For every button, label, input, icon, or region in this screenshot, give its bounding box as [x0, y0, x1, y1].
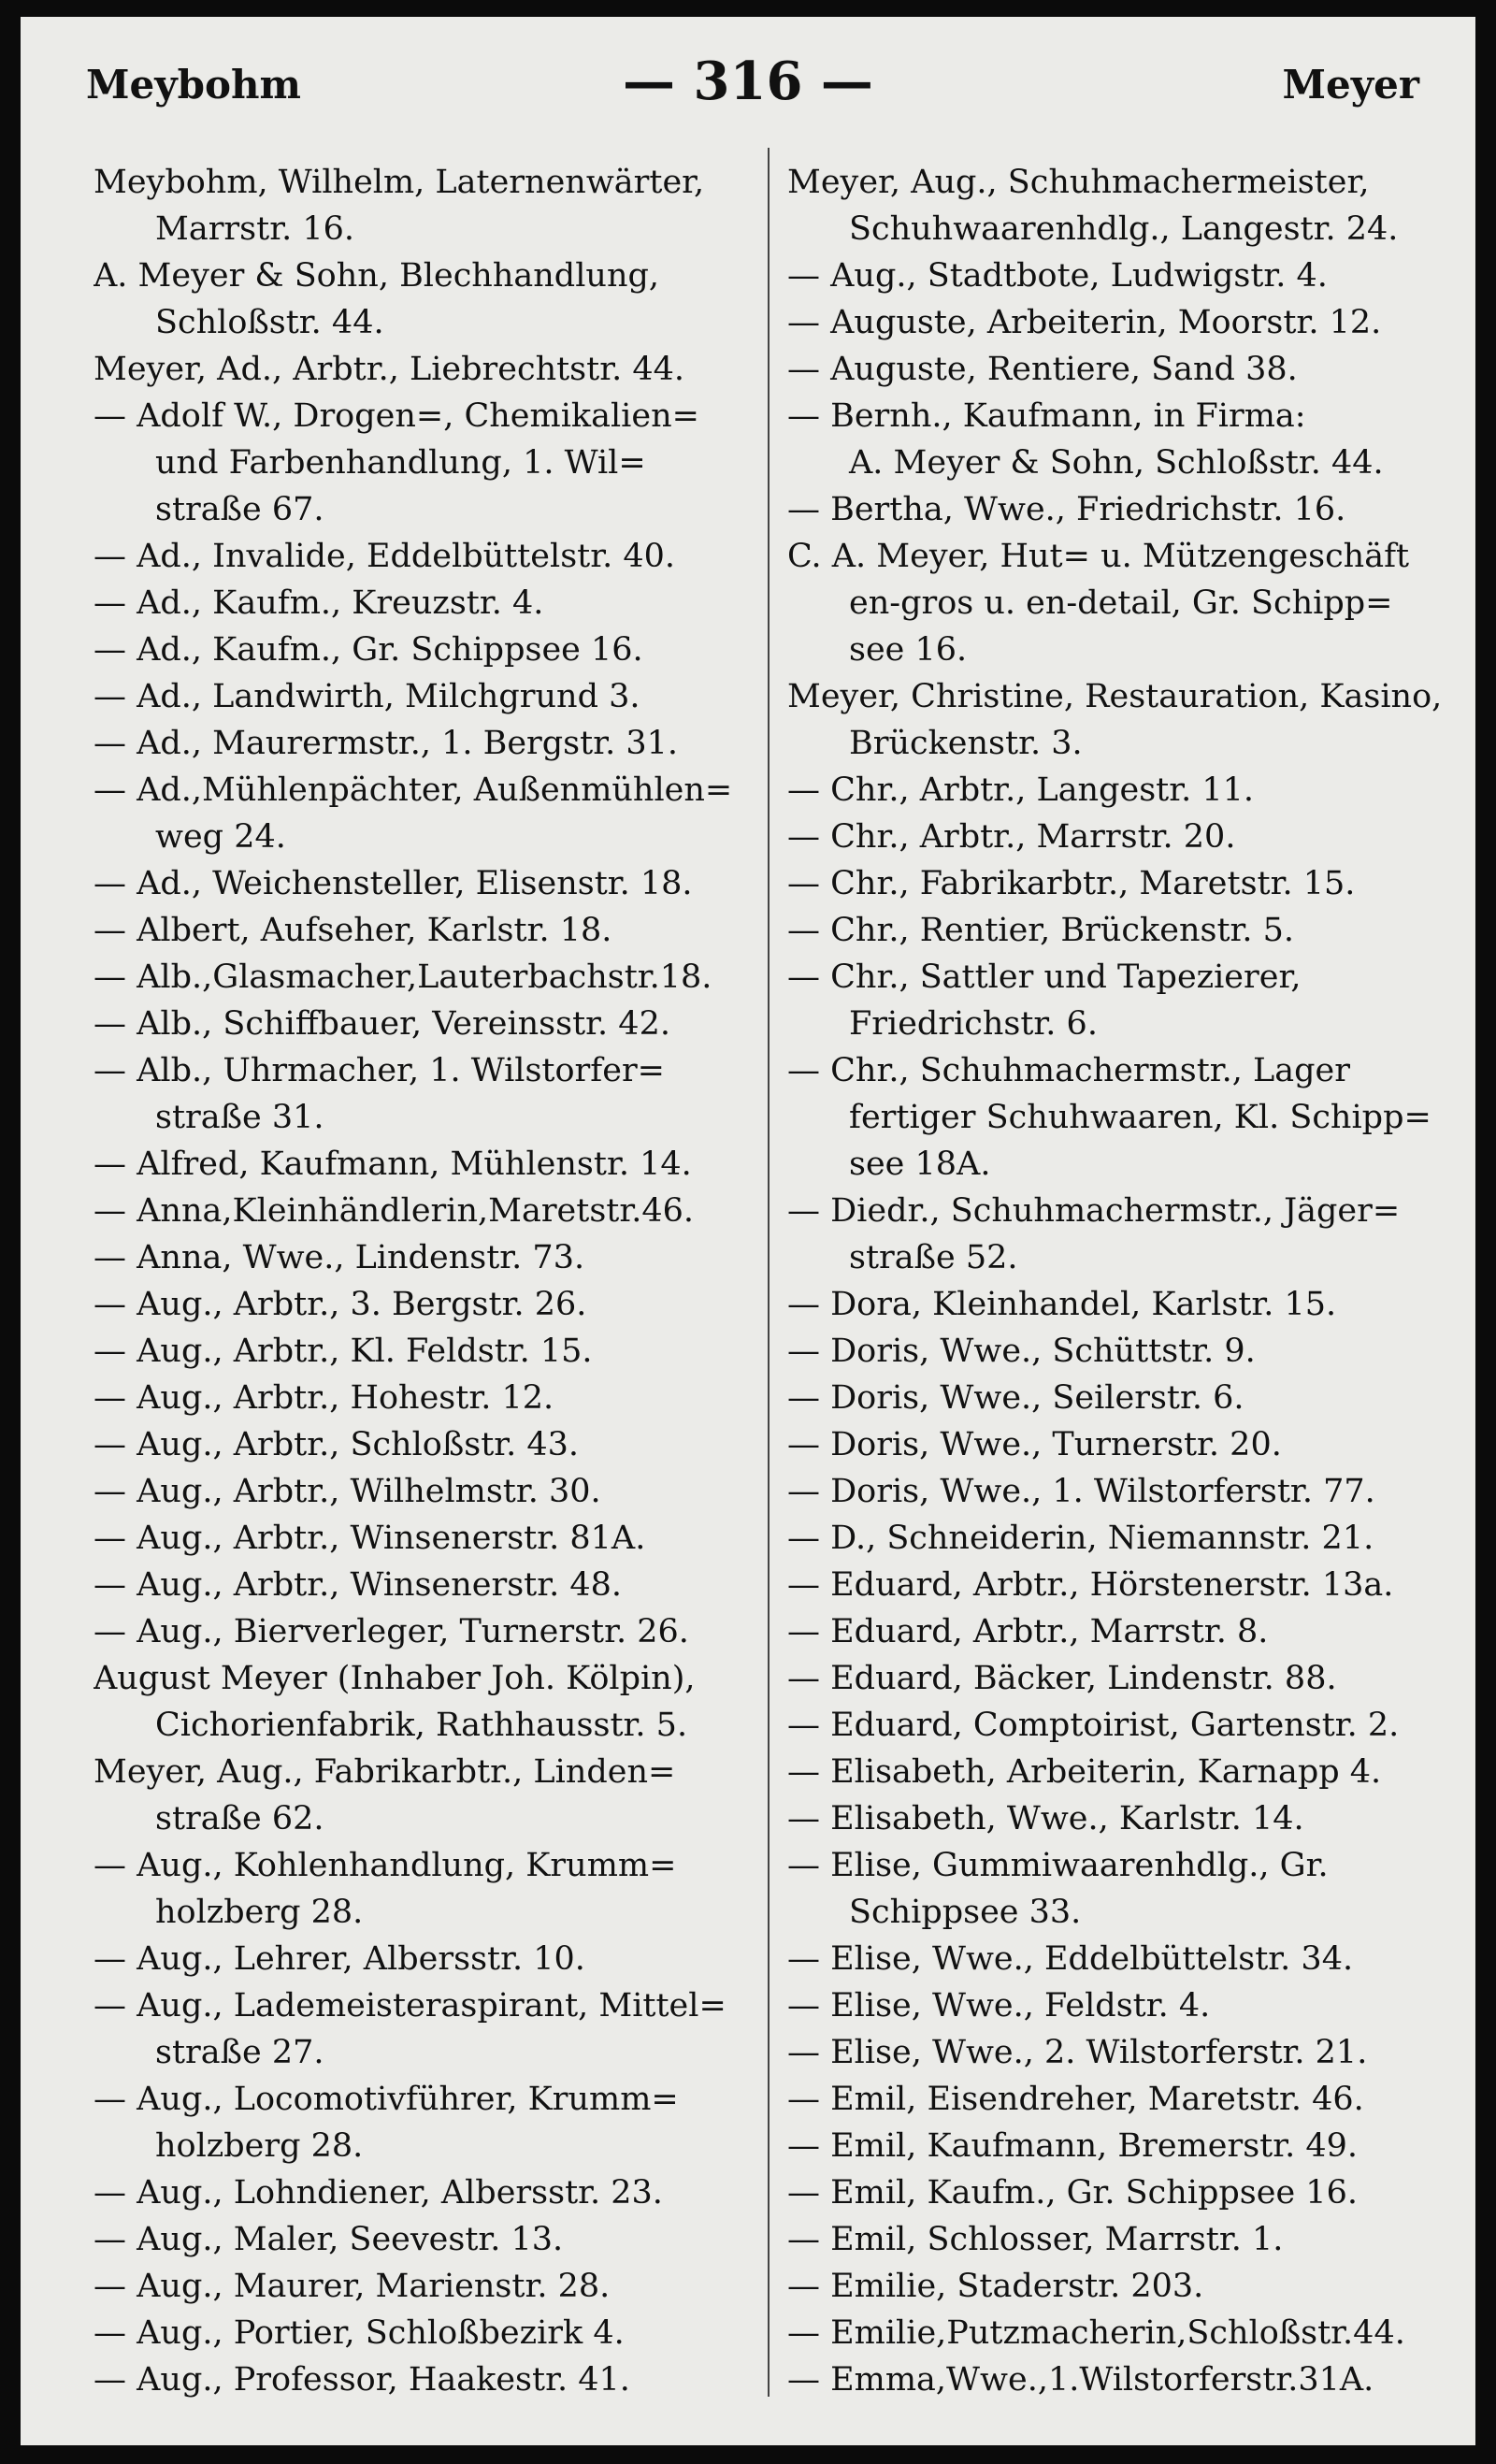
directory-entry-line: — Emil, Kaufm., Gr. Schippsee 16. — [787, 2174, 1358, 2212]
directory-entry-line: — Anna, Wwe., Lindenstr. 73. — [94, 1239, 585, 1276]
directory-entry-line: Meyer, Aug., Schuhmachermeister, — [787, 164, 1370, 201]
directory-entry-line: — Aug., Professor, Haakestr. 41. — [94, 2361, 630, 2399]
directory-entry-line: Meyer, Christine, Restauration, Kasino, — [787, 678, 1443, 715]
entry-continuation-line: straße 52. — [849, 1239, 1018, 1276]
entry-continuation-line: straße 27. — [155, 2034, 324, 2071]
directory-entry-line: — Aug., Kohlenhandlung, Krumm= — [94, 1847, 677, 1884]
entry-continuation-line: weg 24. — [155, 818, 286, 856]
directory-entry-line: — Alfred, Kaufmann, Mühlenstr. 14. — [94, 1146, 692, 1183]
directory-entry-line: — Chr., Sattler und Tapezierer, — [787, 958, 1302, 996]
directory-entry-line: — Chr., Arbtr., Langestr. 11. — [787, 771, 1255, 809]
page-header — [21, 17, 1475, 148]
directory-entry-line: — Aug., Lohndiener, Albersstr. 23. — [94, 2174, 663, 2212]
running-head-right: Meyer — [1282, 62, 1419, 108]
directory-entry-line: — Elise, Wwe., Eddelbüttelstr. 34. — [787, 1940, 1354, 1978]
entry-continuation-line: see 18A. — [849, 1146, 991, 1183]
directory-entry-line: — Ad.,Mühlenpächter, Außenmühlen= — [94, 771, 733, 809]
directory-entry-line: — Doris, Wwe., Turnerstr. 20. — [787, 1426, 1282, 1463]
directory-entry-line: — Emil, Schlosser, Marrstr. 1. — [787, 2221, 1284, 2258]
entry-continuation-line: Schloßstr. 44. — [155, 304, 384, 341]
entry-continuation-line: straße 31. — [155, 1099, 324, 1136]
directory-entry-line: — Chr., Schuhmachermstr., Lager — [787, 1052, 1350, 1089]
directory-entry-line: — Diedr., Schuhmachermstr., Jäger= — [787, 1192, 1401, 1230]
directory-entry-line: — Aug., Arbtr., Wilhelmstr. 30. — [94, 1473, 601, 1510]
directory-entry-line: — Albert, Aufseher, Karlstr. 18. — [94, 912, 612, 949]
directory-entry-line: — Bertha, Wwe., Friedrichstr. 16. — [787, 491, 1346, 528]
directory-page — [21, 17, 1475, 2445]
entry-continuation-line: Marrstr. 16. — [155, 210, 354, 248]
entry-continuation-line: fertiger Schuhwaaren, Kl. Schipp= — [849, 1099, 1431, 1136]
directory-entry-line: — Chr., Arbtr., Marrstr. 20. — [787, 818, 1236, 856]
directory-entry-line: — Aug., Locomotivführer, Krumm= — [94, 2081, 679, 2118]
directory-entry-line: — Aug., Lehrer, Albersstr. 10. — [94, 1940, 585, 1978]
directory-entry-line: — Emilie,Putzmacherin,Schloßstr.44. — [787, 2314, 1405, 2352]
directory-entry-line: — Elisabeth, Wwe., Karlstr. 14. — [787, 1800, 1304, 1837]
directory-entry-line: — Auguste, Rentiere, Sand 38. — [787, 351, 1298, 388]
directory-entry-line: C. A. Meyer, Hut= u. Mützengeschäft — [787, 538, 1410, 575]
directory-entry-line: A. Meyer & Sohn, Blechhandlung, — [94, 257, 660, 295]
directory-entry-line: — Ad., Maurermstr., 1. Bergstr. 31. — [94, 725, 678, 762]
entry-continuation-line: Schuhwaarenhdlg., Langestr. 24. — [849, 210, 1399, 248]
directory-entry-line: — Doris, Wwe., 1. Wilstorferstr. 77. — [787, 1473, 1375, 1510]
directory-entry-line: August Meyer (Inhaber Joh. Kölpin), — [94, 1660, 696, 1697]
directory-entry-line: — Aug., Portier, Schloßbezirk 4. — [94, 2314, 625, 2352]
directory-entry-line: — Aug., Arbtr., Winsenerstr. 48. — [94, 1566, 623, 1604]
page-number: — 316 — — [623, 50, 873, 112]
directory-entry-line: — Bernh., Kaufmann, in Firma: — [787, 397, 1306, 435]
entry-continuation-line: straße 67. — [155, 491, 324, 528]
directory-entry-line: — Eduard, Arbtr., Hörstenerstr. 13a. — [787, 1566, 1394, 1604]
directory-entry-line: — Ad., Landwirth, Milchgrund 3. — [94, 678, 640, 715]
directory-entry-line: — Alb., Schiffbauer, Vereinsstr. 42. — [94, 1005, 670, 1043]
directory-entry-line: — Aug., Arbtr., Hohestr. 12. — [94, 1379, 554, 1417]
directory-entry-line: — Ad., Kaufm., Gr. Schippsee 16. — [94, 631, 643, 669]
entry-continuation-line: Friedrichstr. 6. — [849, 1005, 1098, 1043]
directory-entry-line: Meybohm, Wilhelm, Laternenwärter, — [94, 164, 705, 201]
directory-entry-line: — Chr., Fabrikarbtr., Maretstr. 15. — [787, 865, 1356, 902]
directory-entry-line: — Doris, Wwe., Schüttstr. 9. — [787, 1333, 1256, 1370]
directory-entry-line: — Ad., Invalide, Eddelbüttelstr. 40. — [94, 538, 676, 575]
directory-entry-line: — Aug., Bierverleger, Turnerstr. 26. — [94, 1613, 689, 1650]
directory-entry-line: — Emilie, Staderstr. 203. — [787, 2268, 1204, 2305]
directory-entry-line: — Aug., Lademeisteraspirant, Mittel= — [94, 1987, 726, 2025]
directory-entry-line: — Aug., Maurer, Marienstr. 28. — [94, 2268, 611, 2305]
directory-entry-line: — Eduard, Comptoirist, Gartenstr. 2. — [787, 1707, 1400, 1744]
column-divider — [768, 148, 770, 2397]
directory-entry-line: Meyer, Ad., Arbtr., Liebrechtstr. 44. — [94, 351, 684, 388]
directory-entry-line: — Auguste, Arbeiterin, Moorstr. 12. — [787, 304, 1382, 341]
directory-entry-line: — Aug., Arbtr., Schloßstr. 43. — [94, 1426, 580, 1463]
directory-entry-line: — Doris, Wwe., Seilerstr. 6. — [787, 1379, 1244, 1417]
directory-entry-line: — Elisabeth, Arbeiterin, Karnapp 4. — [787, 1753, 1382, 1791]
directory-entry-line: — Chr., Rentier, Brückenstr. 5. — [787, 912, 1295, 949]
entry-continuation-line: holzberg 28. — [155, 2127, 364, 2165]
entry-continuation-line: Brückenstr. 3. — [849, 725, 1083, 762]
directory-entry-line: — Eduard, Bäcker, Lindenstr. 88. — [787, 1660, 1337, 1697]
directory-entry-line: — Elise, Wwe., Feldstr. 4. — [787, 1987, 1211, 2025]
directory-entry-line: Meyer, Aug., Fabrikarbtr., Linden= — [94, 1753, 676, 1791]
directory-entry-line: — Dora, Kleinhandel, Karlstr. 15. — [787, 1286, 1337, 1323]
entry-continuation-line: A. Meyer & Sohn, Schloßstr. 44. — [849, 444, 1384, 482]
directory-entry-line: — Ad., Kaufm., Kreuzstr. 4. — [94, 584, 544, 622]
running-head-left: Meybohm — [86, 62, 301, 108]
directory-entry-line: — Aug., Stadtbote, Ludwigstr. 4. — [787, 257, 1328, 295]
directory-entry-line: — Emma,Wwe.,1.Wilstorferstr.31A. — [787, 2361, 1374, 2399]
directory-entry-line: — Ad., Weichensteller, Elisenstr. 18. — [94, 865, 693, 902]
directory-entry-line: — Emil, Eisendreher, Maretstr. 46. — [787, 2081, 1364, 2118]
directory-entry-line: — Eduard, Arbtr., Marrstr. 8. — [787, 1613, 1269, 1650]
left-column — [94, 159, 767, 2403]
entry-continuation-line: see 16. — [849, 631, 968, 669]
directory-entry-line: — Elise, Gummiwaarenhdlg., Gr. — [787, 1847, 1329, 1884]
directory-entry-line: — Emil, Kaufmann, Bremerstr. 49. — [787, 2127, 1359, 2165]
entry-continuation-line: en-gros u. en-detail, Gr. Schipp= — [849, 584, 1393, 622]
directory-entry-line: — Aug., Arbtr., Kl. Feldstr. 15. — [94, 1333, 593, 1370]
directory-entry-line: — Anna,Kleinhändlerin,Maretstr.46. — [94, 1192, 695, 1230]
entry-continuation-line: Cichorienfabrik, Rathhausstr. 5. — [155, 1707, 688, 1744]
entry-continuation-line: straße 62. — [155, 1800, 324, 1837]
right-column — [787, 159, 1460, 2403]
directory-entry-line: — Aug., Arbtr., Winsenerstr. 81A. — [94, 1520, 646, 1557]
directory-entry-line: — Alb.,Glasmacher,Lauterbachstr.18. — [94, 958, 712, 996]
directory-entry-line: — Aug., Arbtr., 3. Bergstr. 26. — [94, 1286, 587, 1323]
directory-entry-line: — Adolf W., Drogen=, Chemikalien= — [94, 397, 699, 435]
entry-continuation-line: und Farbenhandlung, 1. Wil= — [155, 444, 646, 482]
directory-entry-line: — Aug., Maler, Seevestr. 13. — [94, 2221, 564, 2258]
directory-entry-line: — D., Schneiderin, Niemannstr. 21. — [787, 1520, 1374, 1557]
directory-entry-line: — Elise, Wwe., 2. Wilstorferstr. 21. — [787, 2034, 1368, 2071]
entry-continuation-line: holzberg 28. — [155, 1894, 364, 1931]
directory-entry-line: — Alb., Uhrmacher, 1. Wilstorfer= — [94, 1052, 666, 1089]
entry-continuation-line: Schippsee 33. — [849, 1894, 1082, 1931]
